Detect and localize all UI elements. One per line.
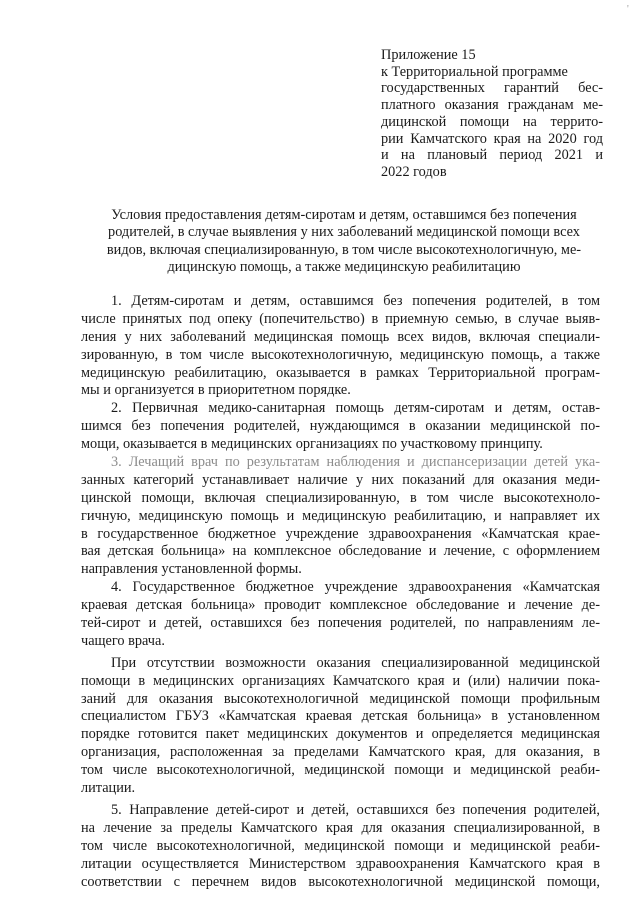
text-line: порядке готовится пакет медицинских документов и определяется медицинская — [81, 726, 600, 743]
text-line: 1. Детям-сиротам и детям, оставшимся без попечения родителей, в том — [111, 293, 600, 309]
text-line: мощи, оказывается в медицинских организациях по участковому принципу. — [81, 436, 543, 453]
appendix-line: и на плановый период 2021 и — [381, 147, 603, 164]
text-line: шимся без попечения родителей, нуждающимся в оказании медицинской по- — [81, 418, 600, 435]
text-line: тей-сирот и детей, оставшихся без попечения родителей, по направлениям ле- — [81, 615, 600, 632]
text-line: направления установленной формы. — [81, 561, 302, 578]
paragraph-2 — [81, 400, 600, 454]
text-line: в государственное бюджетное учреждение здравоохранения «Камчатская крае- — [81, 525, 600, 542]
text-line: занных категорий устанавливает наличие у них показаний для оказания меди- — [81, 471, 600, 488]
text-line: гичную, медицинскую помощь и медицинскую реабилитацию, и направляет их — [81, 507, 600, 524]
text-line: заний для оказания высокотехнологичной медицинской помощи профильным — [81, 690, 600, 707]
text-line: краевая детская больница» проводит комплексное обследование и лечение де- — [81, 597, 600, 614]
text-line: медицинскую реабилитацию, оказывается в рамках Территориальной програм- — [81, 364, 600, 381]
appendix-line: 2022 годов — [381, 163, 447, 180]
text-line: соответствии с перечнем видов высокотехнологичной медицинской помощи, — [81, 873, 600, 890]
text-line: 5. Направление детей-сирот и детей, оставшихся без попечения родителей, — [111, 801, 600, 818]
text-line: организация, расположенная за пределами Камчатского края, для оказания, в — [81, 744, 600, 761]
text-line: помощи в медицинских организациях Камчатского края и (или) наличии пока- — [81, 672, 600, 689]
appendix-line: Приложение 15 — [381, 47, 476, 63]
text-line: числе принятых под опеку (попечительство) в приемную семью, в случае выяв- — [81, 310, 600, 327]
text-line: литации осуществляется Министерством здравоохранения Камчатского края в — [81, 855, 600, 872]
paragraph-4 — [81, 579, 600, 651]
paragraph-1 — [81, 293, 600, 400]
text-line: ления у них заболеваний медицинская помощь всех видов, включая специали- — [81, 328, 600, 345]
document-title — [88, 207, 600, 277]
appendix-line: к Территориальной программе — [381, 63, 568, 80]
text-line: цинской помощи, включая специализированную, в том числе высокотехноло- — [81, 489, 600, 506]
paragraph-3 — [81, 454, 600, 579]
text-line: специалистом ГБУЗ «Камчатская краевая детская больница» в установленном — [81, 708, 600, 725]
title-line: родителей, в случае выявления у них заболеваний медицинской помощи всех — [108, 224, 580, 241]
text-line: чащего врача. — [81, 632, 165, 649]
text-line: на лечение за пределы Камчатского края для оказания специализированной, в — [81, 819, 600, 836]
appendix-line: рии Камчатского края на 2020 год — [381, 130, 603, 147]
text-line: 4. Государственное бюджетное учреждение здравоохранения «Камчатская — [111, 579, 600, 596]
text-line: том числе высокотехнологичной, медицинской помощи и медицинской реаби- — [81, 762, 600, 779]
appendix-line: государственных гарантий бес- — [381, 80, 603, 97]
title-line: видов, включая специализированную, в том числе высокотехнологичную, ме- — [106, 241, 582, 258]
text-line: зированную, в том числе высокотехнологичную, медицинскую помощь, а также — [81, 346, 600, 363]
appendix-line: дицинской помощи на террито- — [381, 113, 603, 130]
paragraph-4-continued — [81, 655, 600, 798]
text-line: При отсутствии возможности оказания специализированной медицинской — [111, 654, 600, 671]
document-body — [81, 293, 600, 891]
text-line: литации. — [81, 780, 136, 797]
text-line: 2. Первичная медико-санитарная помощь детям-сиротам и детям, остав- — [111, 400, 600, 417]
title-line: дицинскую помощь, а также медицинскую реабилитацию — [167, 259, 521, 276]
corner-mark: ' — [627, 4, 629, 15]
appendix-header — [381, 47, 603, 181]
paragraph-5 — [81, 802, 600, 891]
text-line: 3. Лечащий врач по результатам наблюдения и диспансеризации детей ука- — [111, 454, 600, 471]
text-line: мы и организуется в приоритетном порядке. — [81, 382, 351, 399]
appendix-line: платного оказания гражданам ме- — [381, 97, 603, 114]
title-line: Условия предоставления детям-сиротам и детям, оставшимся без попечения — [111, 207, 577, 223]
text-line: том числе высокотехнологичной, медицинской помощи и медицинской реаби- — [81, 837, 600, 854]
text-line: вая детская больница» на комплексное обследование и лечение, с оформлением — [81, 543, 600, 560]
